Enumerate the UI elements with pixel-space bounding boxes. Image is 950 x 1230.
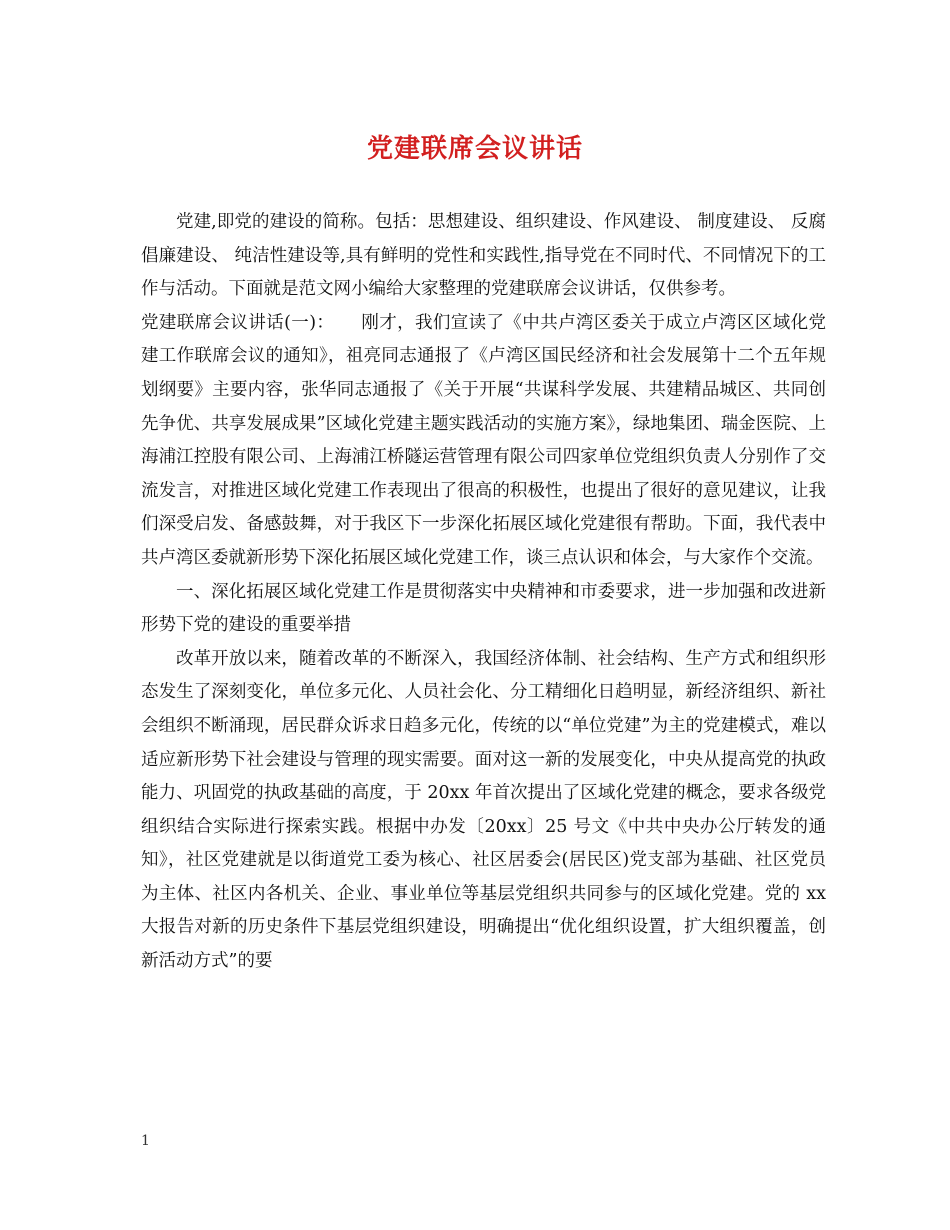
section-heading-1: 一、深化拓展区域化党建工作是贯彻落实中央精神和市委要求，进一步加强和改进新形势下党的建设的重要举措 (141, 581, 826, 636)
paragraph-intro: 党建,即党的建设的简称。包括：思想建设、组织建设、作风建设、 制度建设、 反腐倡廉建设、 纯洁性建设等,具有鲜明的党性和实践性,指导党在不同时代、不同情况下的工作与活动。下面就是范文网小编给大家整理的党建联席会议讲话，仅供参考。 (141, 212, 826, 300)
paragraph-body-1: 改革开放以来，随着改革的不断深入，我国经济体制、社会结构、生产方式和组织形态发生了深刻变化，单位多元化、人员社会化、分工精细化日趋明显，新经济组织、新社会组织不断涌现，居民群众诉求日趋多元化，传统的以“单位党建”为主的党建模式，难以适应新形势下社会建设与管理的现实需要。面对这一新的发展变化，中央从提高党的执政能力、巩固党的执政基础的高度，于 20xx 年首次提出了区域化党建的概念，要求各级党组织结合实际进行探索实践。根据中办发〔20xx〕25 号文《中共中央办公厅转发的通知》，社区党建就是以街道党工委为核心、社区居委会(居民区)党支部为基础、社区党员为主体、社区内各机关、企业、事业单位等基层党组织共同参与的区域化党建。党的 xx 大报告对新的历史条件下基层党组织建设，明确提出“优化组织设置，扩大组织覆盖，创新活动方式”的要 (141, 648, 826, 972)
document-body (141, 206, 826, 979)
page-number: 1 (141, 1133, 150, 1149)
page-title: 党建联席会议讲话 (366, 134, 583, 164)
paragraph-speech-1: 党建联席会议讲话(一)： 刚才，我们宣读了《中共卢湾区委关于成立卢湾区区域化党建工作联席会议的通知》，祖亮同志通报了《卢湾区国民经济和社会发展第十二个五年规划纲要》主要内容，张华同志通报了《关于开展“共谋科学发展、共建精品城区、共同创先争优、共享发展成果”区域化党建主题实践活动的实施方案》，绿地集团、瑞金医院、上海浦江控股有限公司、上海浦江桥隧运营管理有限公司四家单位党组织负责人分别作了交流发言，对推进区域化党建工作表现出了很高的积极性，也提出了很好的意见建议，让我们深受启发、备感鼓舞，对于我区下一步深化拓展区域化党建很有帮助。下面，我代表中共卢湾区委就新形势下深化拓展区域化党建工作，谈三点认识和体会，与大家作个交流。 (141, 312, 826, 568)
